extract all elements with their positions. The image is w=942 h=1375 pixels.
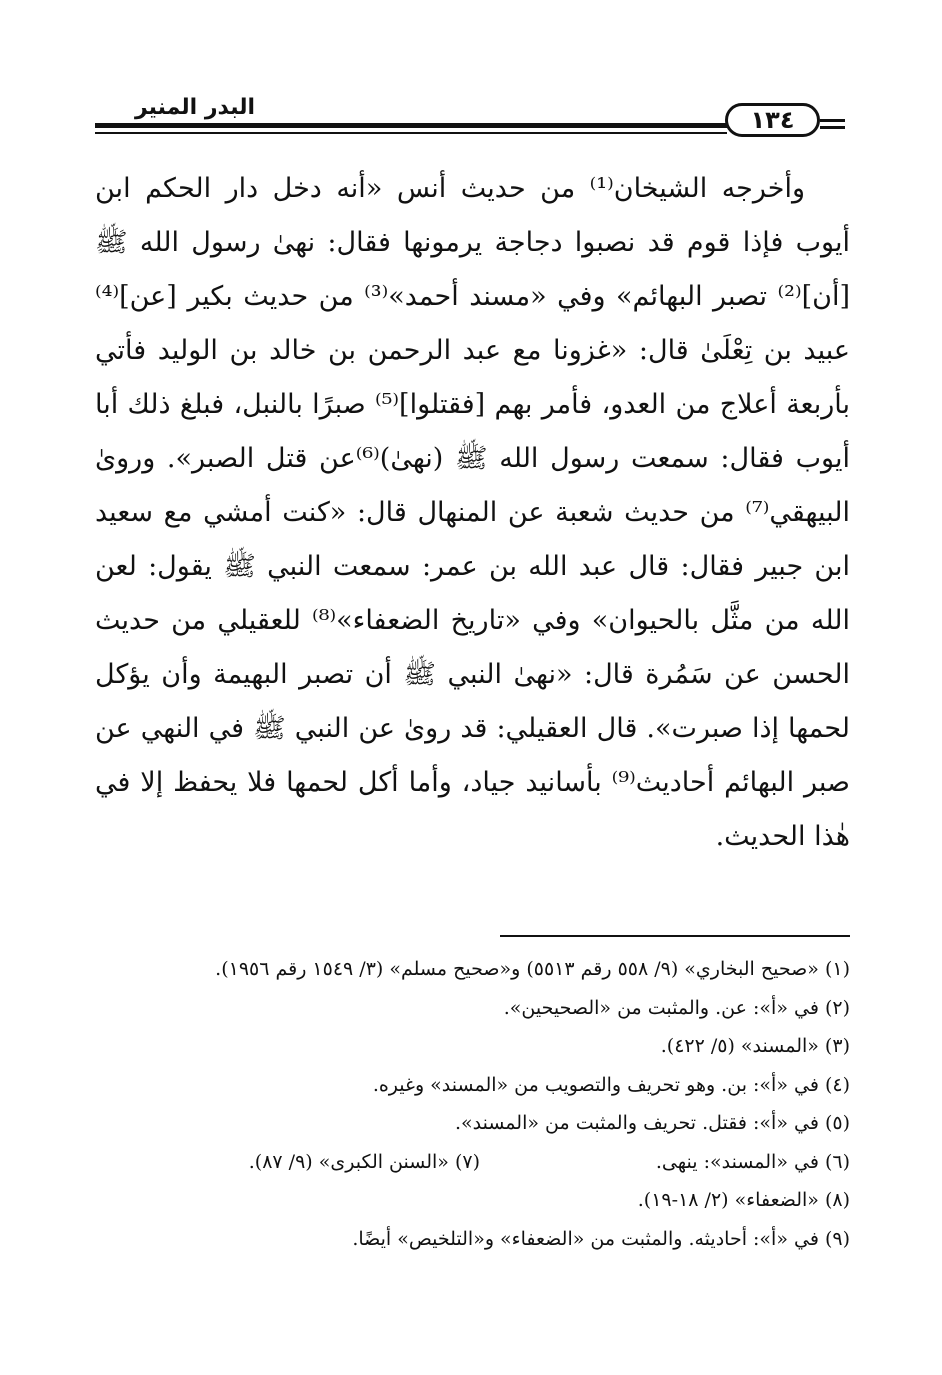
footnote-9: (٩) في «أ»: أحاديثه. والمثبت من «الضعفاء» و«التلخيص» أيضًا. [352, 1227, 850, 1250]
footnote-7: (٧) «السنن الكبرى» (٩/ ٨٧). [248, 1150, 480, 1173]
footnote-row-6-7 [95, 1143, 850, 1182]
header-rule-thin [95, 132, 727, 134]
header-rule-right [820, 119, 845, 122]
footnote-separator [500, 935, 850, 937]
footnotes [95, 950, 850, 1258]
page-number: ١٣٤ [725, 103, 820, 137]
footnote-5: (٥) في «أ»: فقتل. تحريف والمثبت من «المسند». [454, 1112, 850, 1134]
page-header [95, 95, 850, 145]
main-text [95, 162, 850, 864]
footnote-6: (٦) في «المسند»: ينهى. [655, 1150, 850, 1173]
footnote-3: (٣) «المسند» (٥/ ٤٢٢). [660, 1035, 850, 1057]
footnote-2: (٢) في «أ»: عن. والمثبت من «الصحيحين». [503, 996, 850, 1019]
header-rule-thick [95, 123, 727, 128]
main-paragraph: وأخرجه الشيخان⁽¹⁾ من حديث أنس «أنه دخل دار الحكم ابن أيوب فإذا قوم قد نصبوا دجاجة يرمونها فقال: نهىٰ رسول الله ﷺ [أن]⁽²⁾ تصبر البهائم» وفي «مسند أحمد»⁽³⁾ من حديث بكير [عن]⁽⁴⁾ عبيد بن تِعْلَىٰ قال: «غزونا مع عبد الرحمن بن خالد بن الوليد فأتي بأربعة أعلاج من العدو، فأمر بهم [فقتلوا]⁽⁵⁾ صبرًا بالنبل، فبلغ ذلك أبا أيوب فقال: سمعت رسول الله ﷺ (نهىٰ)⁽⁶⁾عن قتل الصبر». وروىٰ البيهقي⁽⁷⁾ من حديث شعبة عن المنهال قال: «كنت أمشي مع سعيد ابن جبير فقال: قال عبد الله بن عمر: سمعت النبي ﷺ يقول: لعن الله من مثَّل بالحيوان» وفي «تاريخ الضعفاء»⁽⁸⁾ للعقيلي من حديث الحسن عن سَمُرة قال: «نهىٰ النبي ﷺ أن تصبر البهيمة وأن يؤكل لحمها إذا صبرت». قال العقيلي: قد روىٰ عن النبي ﷺ في النهي عن صبر البهائم أحاديث⁽⁹⁾ بأسانيد جياد، وأما أكل لحمها فلا يحفظ إلا في هٰذا الحديث. [95, 173, 851, 852]
running-title: البدر المنير [135, 95, 256, 120]
footnote-1: (١) «صحيح البخاري» (٩/ ٥٥٨ رقم ٥٥١٣) و«صحيح مسلم» (٣/ ١٥٤٩ رقم ١٩٥٦). [215, 958, 850, 980]
footnote-8: (٨) «الضعفاء» (٢/ ١٨-١٩). [637, 1189, 850, 1211]
header-rule-right [820, 126, 845, 129]
footnote-4: (٤) في «أ»: بن. وهو تحريف والتصويب من «المسند» وغيره. [372, 1073, 850, 1096]
